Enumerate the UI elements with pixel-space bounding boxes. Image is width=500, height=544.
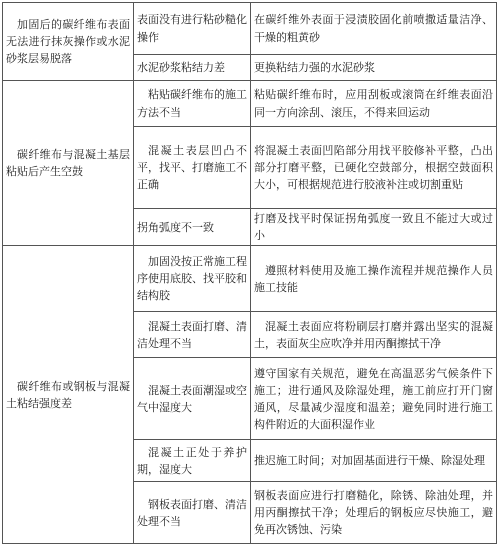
problem-cell: 碳纤维布或钢板与混凝土粘结强度差 xyxy=(3,246,134,544)
measure-cell: 在碳纤维外表面于浸渍胶固化前喷撒适量洁净、干燥的粗黄砂 xyxy=(251,3,497,55)
measure-cell: 混凝土表面应将粉刷层打磨并露出坚实的混凝土，表面灰尘应吹净并用丙酮擦拭干净 xyxy=(251,312,497,358)
problem-cell: 加固后的碳纤维布表面无法进行抹灰操作或水泥砂浆层易脱落 xyxy=(3,3,134,81)
table-row xyxy=(3,246,497,312)
measure-cell: 遵守国家有关规范，避免在高温恶劣气候条件下施工；进行通风及除湿处理，施工前应打开门窗通风，尽量减少湿度和温差；避免同时进行施工构件附近的大面积湿作业 xyxy=(251,358,497,440)
cause-cell: 加固没按正常施工程序使用底胶、找平胶和结构胶 xyxy=(134,246,251,312)
defect-table xyxy=(2,2,497,544)
problem-cell: 碳纤维布与混凝土基层粘贴后产生空鼓 xyxy=(3,81,134,246)
table-row xyxy=(3,81,497,127)
measure-cell: 推迟施工时间；对加固基面进行干燥、除湿处理 xyxy=(251,440,497,482)
cause-cell: 混凝土表面打磨、清洁处理不当 xyxy=(134,312,251,358)
cause-cell: 钢板表面打磨、清洁处理不当 xyxy=(134,482,251,544)
measure-cell: 粘贴碳纤维布时，应用刮板或滚筒在纤维表面沿同一方向涂刮、滚压，不得来回运动 xyxy=(251,81,497,127)
measure-cell: 打磨及找平时保证拐角弧度一致且不能过大或过小 xyxy=(251,209,497,246)
measure-cell: 更换粘结力强的水泥砂浆 xyxy=(251,55,497,81)
cause-cell: 混凝土表面潮湿或空气中湿度大 xyxy=(134,358,251,440)
cause-cell: 水泥砂浆粘结力差 xyxy=(134,55,251,81)
measure-cell: 遵照材料使用及施工操作流程并规范操作人员施工技能 xyxy=(251,246,497,312)
measure-cell: 将混凝土表面凹陷部分用找平胶修补平整，凸出部分打磨平整，已硬化空鼓部分，根据空鼓面积大小，可根据规范进行胶液补注或切割重贴 xyxy=(251,127,497,209)
cause-cell: 表面没有进行粘砂糙化操作 xyxy=(134,3,251,55)
cause-cell: 混凝土表层凹凸不平，找平、打磨施工不正确 xyxy=(134,127,251,209)
cause-cell: 拐角弧度不一致 xyxy=(134,209,251,246)
measure-cell: 钢板表面应进行打磨糙化，除锈、除油处理，并用丙酮擦拭干净；处理后的钢板应尽快施工，避免再次锈蚀、污染 xyxy=(251,482,497,544)
table-row xyxy=(3,3,497,55)
cause-cell: 混凝土正处于养护期，湿度大 xyxy=(134,440,251,482)
cause-cell: 粘贴碳纤维布的施工方法不当 xyxy=(134,81,251,127)
